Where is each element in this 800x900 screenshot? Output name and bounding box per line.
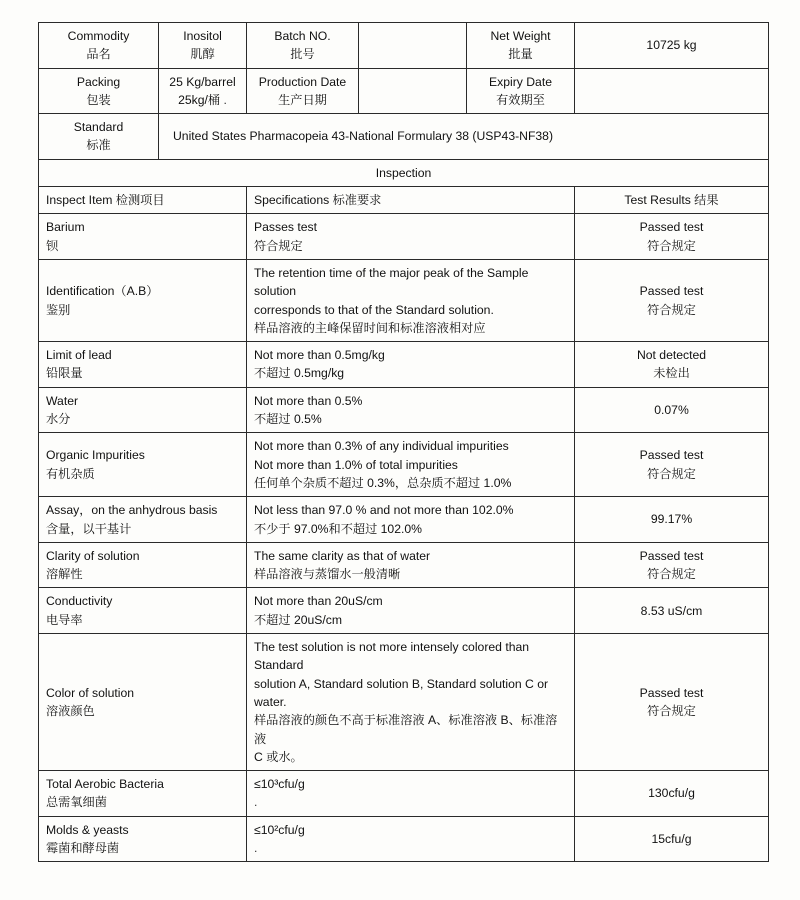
row-item-color-of-solution: Color of solution 溶液颜色 <box>39 634 247 771</box>
table-row <box>39 342 769 388</box>
batch-number-label: Batch NO. 批号 <box>247 23 359 69</box>
row-result-color-of-solution: Passed test 符合规定 <box>575 634 769 771</box>
row-item-identification: Identification（A.B） 鉴别 <box>39 259 247 341</box>
commodity-label: Commodity 品名 <box>39 23 159 69</box>
row-result-conductivity: 8.53 uS/cm <box>575 588 769 634</box>
row-result-clarity-of-solution: Passed test 符合规定 <box>575 542 769 588</box>
document-title <box>0 0 800 14</box>
packing-value: 25 Kg/barrel 25kg/桶 . <box>159 68 247 114</box>
row-item-molds-yeasts: Molds & yeasts 霉菌和酵母菌 <box>39 816 247 862</box>
inspection-label: Inspection <box>39 159 769 186</box>
row-spec-organic-impurities: Not more than 0.3% of any individual impurities Not more than 1.0% of total impurities 任何单个杂质不超过 0.3%，总杂质不超过 1.0% <box>247 433 575 497</box>
row-result-total-aerobic-bacteria: 130cfu/g <box>575 771 769 817</box>
column-header-spec: Specifications 标准要求 <box>247 187 575 214</box>
row-item-assay: Assay，on the anhydrous basis 含量，以干基计 <box>39 497 247 543</box>
table-row <box>39 433 769 497</box>
row-spec-color-of-solution: The test solution is not more intensely colored than Standard solution A, Standard solution B, Standard solution C or water. 样品溶液的颜色不高于标准溶液 A、标准溶液 B、标准溶液 C 或水。 <box>247 634 575 771</box>
header-row-commodity <box>39 23 769 69</box>
table-row <box>39 816 769 862</box>
table-row <box>39 497 769 543</box>
row-result-molds-yeasts: 15cfu/g <box>575 816 769 862</box>
row-spec-limit-of-lead: Not more than 0.5mg/kg 不超过 0.5mg/kg <box>247 342 575 388</box>
row-item-total-aerobic-bacteria: Total Aerobic Bacteria 总需氧细菌 <box>39 771 247 817</box>
production-date-label: Production Date 生产日期 <box>247 68 359 114</box>
standard-value: United States Pharmacopeia 43-National Formulary 38 (USP43-NF38) <box>159 114 769 160</box>
row-spec-total-aerobic-bacteria: ≤10³cfu/g . <box>247 771 575 817</box>
certificate-of-analysis-table <box>38 22 769 862</box>
table-row <box>39 259 769 341</box>
row-result-identification: Passed test 符合规定 <box>575 259 769 341</box>
row-spec-molds-yeasts: ≤10²cfu/g . <box>247 816 575 862</box>
row-result-barium: Passed test 符合规定 <box>575 214 769 260</box>
row-item-conductivity: Conductivity 电导率 <box>39 588 247 634</box>
table-row <box>39 387 769 433</box>
table-row <box>39 634 769 771</box>
net-weight-value: 10725 kg <box>575 23 769 69</box>
net-weight-label: Net Weight 批量 <box>467 23 575 69</box>
table-row <box>39 588 769 634</box>
expiry-date-value <box>575 68 769 114</box>
row-spec-conductivity: Not more than 20uS/cm 不超过 20uS/cm <box>247 588 575 634</box>
row-item-clarity-of-solution: Clarity of solution 溶解性 <box>39 542 247 588</box>
row-spec-clarity-of-solution: The same clarity as that of water 样品溶液与蒸馏水一般清晰 <box>247 542 575 588</box>
table-row <box>39 771 769 817</box>
row-spec-assay: Not less than 97.0 % and not more than 102.0% 不少于 97.0%和不超过 102.0% <box>247 497 575 543</box>
table-column-headers <box>39 187 769 214</box>
packing-label: Packing 包装 <box>39 68 159 114</box>
batch-number-value <box>359 23 467 69</box>
row-result-water: 0.07% <box>575 387 769 433</box>
row-item-limit-of-lead: Limit of lead 铅限量 <box>39 342 247 388</box>
standard-label: Standard 标准 <box>39 114 159 160</box>
header-row-packing <box>39 68 769 114</box>
column-header-item: Inspect Item 检测项目 <box>39 187 247 214</box>
row-item-organic-impurities: Organic Impurities 有机杂质 <box>39 433 247 497</box>
table-row <box>39 542 769 588</box>
row-result-organic-impurities: Passed test 符合规定 <box>575 433 769 497</box>
row-result-assay: 99.17% <box>575 497 769 543</box>
row-result-limit-of-lead: Not detected 未检出 <box>575 342 769 388</box>
inspection-section-header <box>39 159 769 186</box>
row-item-water: Water 水分 <box>39 387 247 433</box>
row-item-barium: Barium 钡 <box>39 214 247 260</box>
column-header-result: Test Results 结果 <box>575 187 769 214</box>
table-row <box>39 214 769 260</box>
header-row-standard <box>39 114 769 160</box>
row-spec-identification: The retention time of the major peak of the Sample solution corresponds to that of the Standard solution. 样品溶液的主峰保留时间和标准溶液相对应 <box>247 259 575 341</box>
row-spec-barium: Passes test 符合规定 <box>247 214 575 260</box>
commodity-value: Inositol 肌醇 <box>159 23 247 69</box>
production-date-value <box>359 68 467 114</box>
row-spec-water: Not more than 0.5% 不超过 0.5% <box>247 387 575 433</box>
expiry-date-label: Expiry Date 有效期至 <box>467 68 575 114</box>
